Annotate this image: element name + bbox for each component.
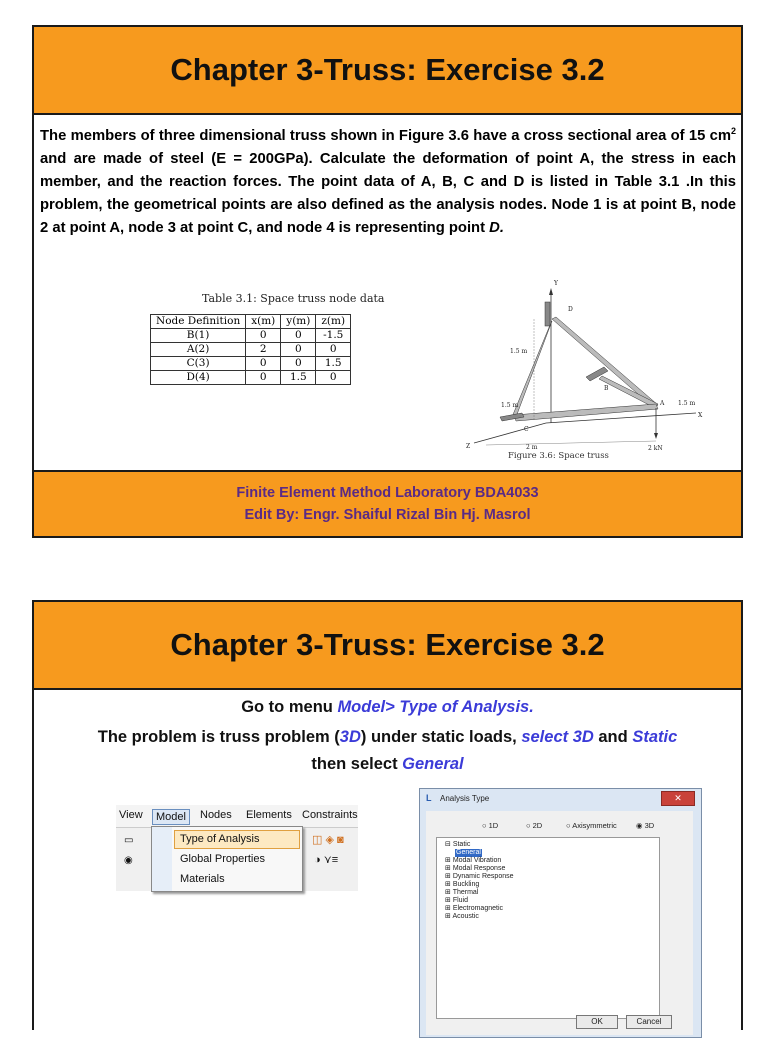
table-cell: 0	[281, 343, 316, 357]
instruction-line-3	[34, 755, 741, 774]
label-x: X	[698, 412, 703, 419]
table-cell: -1.5	[316, 329, 351, 343]
instruction-highlight: General	[402, 755, 464, 773]
label-z: Z	[466, 443, 471, 450]
instruction-line-1	[34, 698, 741, 717]
app-icon: L	[426, 793, 432, 803]
problem-point: D.	[489, 219, 504, 236]
table-cell: 0	[246, 329, 281, 343]
tree-item-general[interactable]: General	[456, 849, 481, 856]
menu-screenshot	[116, 805, 358, 891]
instruction-highlight: Static	[632, 728, 678, 746]
table-row	[151, 371, 351, 385]
table-cell: B(1)	[151, 329, 246, 343]
radio-label: 3D	[644, 821, 655, 830]
instruction-text: ) under static loads,	[360, 728, 522, 746]
problem-text-2: and are made of steel (E = 200GPa). Calculate the deformation of point A, the stress in each member, and the reaction forces. The point data of A, B, C and D is listed in Table 3.1 .In this problem, the geometrical points are also defined as the analysis nodes. Node 1 is at point B, node 2 at point A, node 3 at point C, and node 4 is representing point	[40, 150, 736, 236]
menu-bar	[116, 805, 358, 828]
tree-label: Static	[452, 841, 471, 848]
tree-item-acoustic[interactable]: ⊞ Acoustic	[445, 913, 479, 920]
dialog-body	[426, 811, 693, 1035]
tree-item-modal-response[interactable]: ⊞ Modal Response	[445, 865, 506, 872]
table-row	[151, 357, 351, 371]
tree-item-fluid[interactable]: ⊞ Fluid	[445, 897, 468, 904]
view-cube-icon[interactable]: ◫ ◈ ◙	[312, 834, 344, 846]
member-ad	[552, 317, 658, 408]
tree-item-static[interactable]: ⊟ Static	[445, 841, 471, 848]
menu-item-materials[interactable]: Materials	[180, 873, 225, 885]
tree-label: Dynamic Response	[452, 873, 514, 880]
table-cell: 0	[246, 371, 281, 385]
tree-label: Fluid	[452, 897, 468, 904]
table-cell: 1.5	[316, 357, 351, 371]
radio-label: 2D	[532, 821, 543, 830]
label-d: D	[568, 306, 573, 313]
member-ac	[514, 404, 658, 421]
footer-editor: Edit By: Engr. Shaiful Rizal Bin Hj. Masrol	[244, 507, 531, 523]
load-arrowhead	[654, 433, 658, 439]
label-b: B	[604, 385, 609, 392]
table-cell: A(2)	[151, 343, 246, 357]
table-header-row	[151, 315, 351, 329]
tree-label: Modal Response	[452, 865, 506, 872]
label-y: Y	[554, 280, 558, 287]
menu-item-global-properties[interactable]: Global Properties	[180, 853, 265, 865]
dropdown-icon-strip	[152, 827, 172, 891]
filter-icon[interactable]: ◑ ⋎≡	[314, 854, 339, 866]
cancel-button[interactable]: Cancel	[626, 1015, 672, 1029]
instruction-text: The problem is truss problem (	[97, 728, 340, 746]
menu-item-type-of-analysis[interactable]: Type of Analysis	[180, 833, 260, 845]
slide-1-header	[34, 27, 741, 115]
label-a: A	[660, 400, 665, 407]
instruction-highlight: select 3D	[521, 728, 594, 746]
table-cell: 1.5	[281, 371, 316, 385]
tree-label: Modal Vibration	[452, 857, 502, 864]
instruction-text: then select	[311, 755, 403, 773]
label-c: C	[524, 426, 529, 433]
table-header: z(m)	[316, 315, 351, 329]
dialog-title: Analysis Type	[440, 794, 490, 803]
tree-item-thermal[interactable]: ⊞ Thermal	[445, 889, 479, 896]
menu-constraints[interactable]: Constraints	[302, 809, 358, 821]
radio-icon[interactable]: ◉	[124, 855, 133, 866]
instruction-line-2	[34, 728, 741, 747]
instruction-highlight: Model> Type of Analysis.	[337, 698, 534, 716]
problem-statement	[40, 120, 736, 240]
support-d	[545, 302, 550, 326]
table-cell: 0	[316, 371, 351, 385]
menu-nodes[interactable]: Nodes	[200, 809, 232, 821]
table-cell: 0	[316, 343, 351, 357]
tree-item-buckling[interactable]: ⊞ Buckling	[445, 881, 480, 888]
slide-2-header	[34, 602, 741, 690]
instruction-text: Go to menu	[241, 698, 338, 716]
slide-2-title: Chapter 3-Truss: Exercise 3.2	[170, 627, 605, 662]
tree-item-dynamic-response[interactable]: ⊞ Dynamic Response	[445, 873, 514, 880]
node-data-table	[150, 314, 351, 385]
close-button[interactable]: ✕	[661, 791, 695, 806]
table-header: y(m)	[281, 315, 316, 329]
table-cell: 0	[281, 357, 316, 371]
analysis-type-dialog	[419, 788, 702, 1038]
label-right: 1.5 m	[678, 400, 696, 407]
radio-2d[interactable]: ○ 2D	[526, 821, 543, 830]
table-header: x(m)	[246, 315, 281, 329]
model-dropdown	[151, 826, 303, 892]
problem-superscript: 2	[730, 126, 736, 136]
menu-model[interactable]: Model	[152, 809, 190, 825]
toolbar-icon[interactable]: ▭	[124, 835, 134, 846]
ok-button[interactable]: OK	[576, 1015, 618, 1029]
table-caption: Table 3.1: Space truss node data	[202, 292, 385, 305]
menu-elements[interactable]: Elements	[246, 809, 292, 821]
table-cell: 0	[246, 357, 281, 371]
table-row	[151, 329, 351, 343]
table-cell: 2	[246, 343, 281, 357]
problem-text-1: The members of three dimensional truss shown in Figure 3.6 have a cross sectional area of 15 cm	[40, 127, 731, 144]
instruction-highlight: 3D	[339, 728, 361, 746]
tree-label: Thermal	[452, 889, 479, 896]
z-axis-line	[474, 423, 546, 443]
space-truss-figure	[426, 245, 726, 465]
y-axis-arrow	[549, 288, 553, 295]
radio-1d[interactable]: ○ 1D	[482, 821, 499, 830]
tree-label: Acoustic	[452, 913, 479, 920]
label-load: 2 kN	[648, 445, 663, 452]
radio-axisymmetric[interactable]: ○ Axisymmetric	[566, 821, 617, 830]
tree-item-electromagnetic[interactable]: ⊞ Electromagnetic	[445, 905, 504, 912]
table-cell: D(4)	[151, 371, 246, 385]
radio-label: 1D	[488, 821, 499, 830]
slide-1-title: Chapter 3-Truss: Exercise 3.2	[170, 52, 605, 87]
table-header: Node Definition	[151, 315, 246, 329]
instruction-text: and	[593, 728, 633, 746]
slide-2	[32, 600, 743, 1030]
table-cell: C(3)	[151, 357, 246, 371]
table-row	[151, 343, 351, 357]
radio-3d[interactable]: ◉ 3D	[636, 821, 655, 830]
footer-course: Finite Element Method Laboratory BDA4033	[236, 485, 539, 501]
analysis-tree	[436, 837, 660, 1019]
figure-caption: Figure 3.6: Space truss	[508, 451, 609, 461]
tree-item-modal-vibration[interactable]: ⊞ Modal Vibration	[445, 857, 502, 864]
label-left: 1.5 m	[501, 402, 519, 409]
dim-span-line	[486, 441, 656, 445]
menu-view[interactable]: View	[119, 809, 143, 821]
slide-1-footer	[34, 470, 741, 536]
table-cell: 0	[281, 329, 316, 343]
tree-label: Electromagnetic	[452, 905, 504, 912]
slide-1	[32, 25, 743, 538]
label-span: 2 m	[526, 444, 538, 451]
radio-label: Axisymmetric	[572, 821, 617, 830]
label-height: 1.5 m	[510, 348, 528, 355]
tree-label: Buckling	[452, 881, 480, 888]
